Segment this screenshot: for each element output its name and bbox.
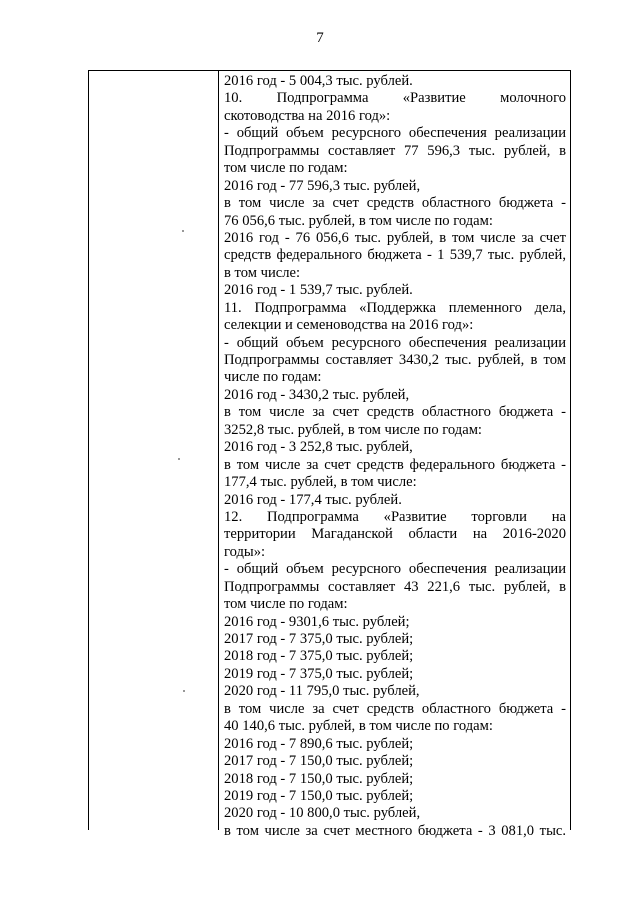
text-line: 2020 год - 10 800,0 тыс. рублей,: [224, 805, 421, 822]
text-line: 2016 год - 9301,6 тыс. рублей;: [224, 613, 410, 630]
text-line: 2019 год - 7 150,0 тыс. рублей;: [224, 787, 414, 804]
document-table: [88, 70, 571, 839]
text-line: 2016 год - 3 252,8 тыс. рублей,: [224, 439, 413, 456]
text-line: 2019 год - 7 375,0 тыс. рублей;: [224, 665, 414, 682]
text-line: в том числе за счет средств федерального бюджета -: [224, 456, 566, 473]
text-line: территории Магаданской области на 2016-2020: [224, 526, 566, 543]
text-line: в том числе:: [224, 264, 301, 281]
table-right-column: [224, 73, 566, 840]
scan-speck: [182, 230, 184, 232]
text-line: в том числе за счет местного бюджета - 3 081,0 тыс.: [224, 822, 566, 839]
text-line: - общий объем ресурсного обеспечения реализации: [224, 334, 566, 351]
scan-speck: [183, 690, 185, 692]
text-line: 12. Подпрограмма «Развитие торговли на: [224, 508, 566, 525]
table-left-column: [89, 71, 219, 830]
text-line: 10. Подпрограмма «Развитие молочного: [224, 90, 566, 107]
text-line: 177,4 тыс. рублей, в том числе:: [224, 474, 417, 491]
text-line: 2018 год - 7 150,0 тыс. рублей;: [224, 770, 414, 787]
text-line: 2017 год - 7 150,0 тыс. рублей;: [224, 753, 414, 770]
text-line: 3252,8 тыс. рублей, в том числе по годам:: [224, 421, 482, 438]
text-line: 2016 год - 3430,2 тыс. рублей,: [224, 386, 410, 403]
text-line: 11. Подпрограмма «Поддержка племенного дела,: [224, 299, 566, 316]
text-line: 2017 год - 7 375,0 тыс. рублей;: [224, 631, 414, 647]
text-line: 40 140,6 тыс. рублей, в том числе по годам:: [224, 718, 493, 735]
text-line: 2016 год - 77 596,3 тыс. рублей,: [224, 177, 421, 194]
text-line: 2016 год - 1 539,7 тыс. рублей.: [224, 282, 413, 299]
page-number: 7: [316, 30, 324, 46]
text-line: 2016 год - 76 056,6 тыс. рублей, в том числе за счет: [224, 229, 566, 246]
text-line: 2016 год - 177,4 тыс. рублей.: [224, 491, 402, 508]
text-line: 76 056,6 тыс. рублей, в том числе по годам:: [224, 212, 493, 229]
text-line: селекции и семеноводства на 2016 год»:: [224, 317, 474, 334]
text-line: 2018 год - 7 375,0 тыс. рублей;: [224, 648, 414, 665]
text-line: годы»:: [224, 543, 266, 560]
text-line: - общий объем ресурсного обеспечения реализации: [224, 561, 566, 578]
text-line: Подпрограммы составляет 77 596,3 тыс. рублей, в: [224, 142, 566, 159]
text-line: в том числе за счет средств областного бюджета -: [224, 195, 566, 212]
text-line: 2020 год - 11 795,0 тыс. рублей,: [224, 683, 420, 700]
text-line: том числе по годам:: [224, 596, 348, 613]
text-line: в том числе за счет средств областного бюджета -: [224, 404, 566, 421]
text-line: числе по годам:: [224, 369, 322, 386]
text-line: скотоводства на 2016 год»:: [224, 107, 391, 124]
text-line: том числе по годам:: [224, 160, 348, 177]
text-line: 2016 год - 7 890,6 тыс. рублей;: [224, 735, 414, 752]
text-line: 2016 год - 5 004,3 тыс. рублей.: [224, 73, 413, 89]
text-line: - общий объем ресурсного обеспечения реализации: [224, 125, 566, 142]
text-line: в том числе за счет средств областного бюджета -: [224, 700, 566, 717]
text-line: Подпрограммы составляет 3430,2 тыс. рублей, в том: [224, 352, 566, 368]
scan-speck: [178, 458, 180, 460]
text-line: средств федерального бюджета - 1 539,7 тыс. рублей,: [224, 247, 566, 264]
text-line: Подпрограммы составляет 43 221,6 тыс. рублей, в: [224, 578, 566, 595]
